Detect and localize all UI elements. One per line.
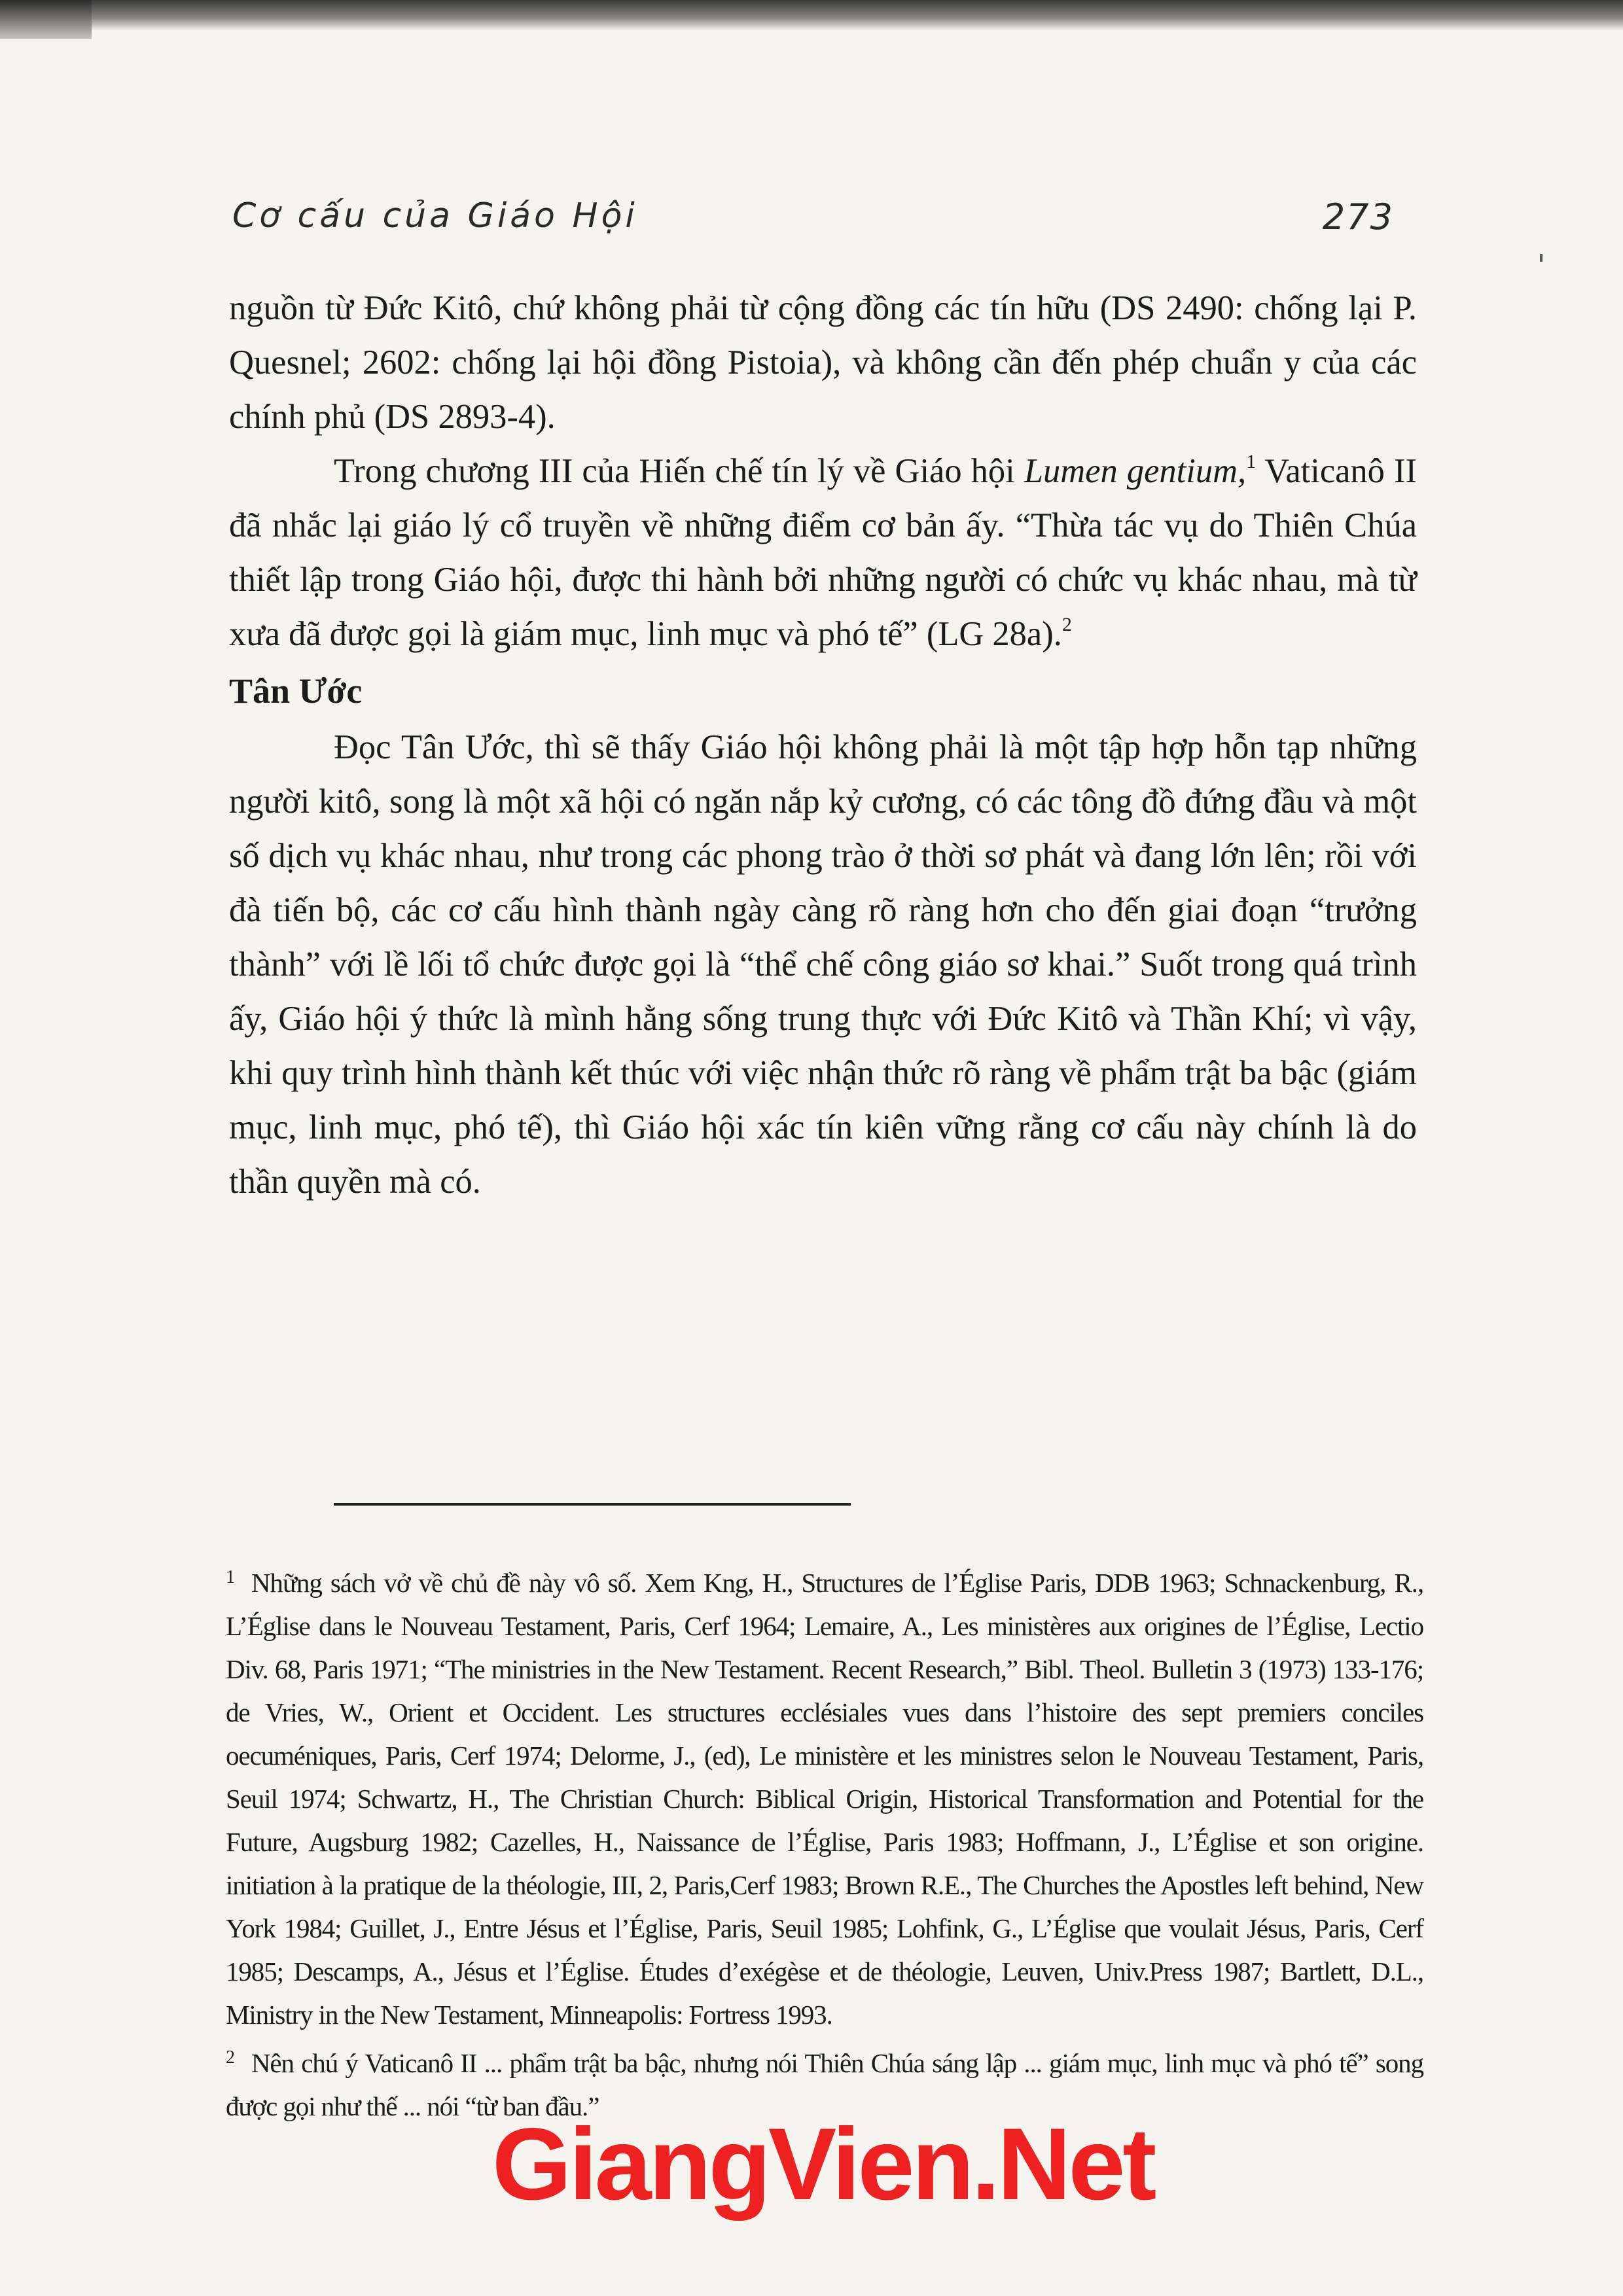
paragraph-new-testament: Đọc Tân Ước, thì sẽ thấy Giáo hội không phải là một tập hợp hỗn tạp những người kitô, song là một xã hội có ngăn nắp kỷ cương, có các tông đồ đứng đầu và một số dịch vụ khác nhau, như trong các phong trào ở thời sơ phát và đang lớn lên; rồi với đà tiến bộ, các cơ cấu hình thành ngày càng rõ ràng hơn cho đến giai đoạn “trưởng thành” với lề lối tổ chức được gọi là “thể chế công giáo sơ khai.” Suốt trong quá trình ấy, Giáo hội ý thức là mình hằng sống trung thực với Đức Kitô và Thần Khí; vì vậy, khi quy trình hình thành kết thúc với việc nhận thức rõ ràng về phẩm trật ba bậc (giám mục, linh mục, phó tế), thì Giáo hội xác tín kiên vững rằng cơ cấu này chính là do thần quyền mà có. — [229, 728, 1417, 1201]
running-title: Cơ cấu của Giáo Hội — [232, 196, 638, 236]
paragraph-text: Trong chương III của Hiến chế tín lý về Giáo hội — [334, 452, 1024, 490]
footnote-ref-1: 1 — [1246, 451, 1257, 472]
scan-top-edge — [0, 0, 1623, 30]
footnotes — [226, 1556, 1423, 2128]
page-number: 273 — [1322, 196, 1394, 238]
footnote-divider — [334, 1503, 851, 1506]
footnote-ref-2: 2 — [1061, 614, 1072, 635]
watermark-logo: GiangVien.Net — [492, 2108, 1154, 2221]
footnote-text: Những sách vở về chủ đề này vô số. Xem Kng, H., Structures de l’Église Paris, DDB 1963; Schnackenburg, R., L’Église dans le Nouveau Testament, Paris, Cerf 1964; Lemaire, A., Les ministères aux origines de l’Église, Lectio Div. 68, Paris 1971; “The ministries in the New Testament. Recent Research,” Bibl. Theol. Bulletin 3 (1973) 133-176; de Vries, W., Orient et Occident. Les structures ecclésiales vues dans l’histoire des sept premiers conciles oecuméniques, Paris, Cerf 1974; Delorme, J., (ed), Le ministère et les ministres selon le Nouveau Testament, Paris, Seuil 1974; Schwartz, H., The Christian Church: Biblical Origin, Historical Transformation and Potential for the Future, Augsburg 1982; Cazelles, H., Naissance de l’Église, Paris 1983; Hoffmann, J., L’Église et son origine. initiation à la pratique de la théologie, III, 2, Paris,Cerf 1983; Brown R.E., The Churches the Apostles left behind, New York 1984; Guillet, J., Entre Jésus et l’Église, Paris, Seuil 1985; Lohfink, G., L’Église que voulait Jésus, Paris, Cerf 1985; Descamps, A., Jésus et l’Église. Études d’exégèse et de théologie, Leuven, Univ.Press 1987; Bartlett, D.L., Ministry in the New Testament, Minneapolis: Fortress 1993. — [226, 1568, 1423, 2030]
margin-mark — [1540, 254, 1543, 262]
footnote-1 — [226, 1556, 1423, 2036]
paragraph-lumen-gentium — [229, 444, 1417, 662]
italic-title: Lumen gentium, — [1024, 452, 1247, 490]
paragraph-continuation: nguồn từ Đức Kitô, chứ không phải từ cộng đồng các tín hữu (DS 2490: chống lại P. Quesnel; 2602: chống lại hội đồng Pistoia), và không cần đến phép chuẩn y của các chính phủ (DS 2893-4). — [229, 289, 1417, 436]
scan-corner-shadow — [0, 0, 92, 39]
paragraph-text: Vaticanô II đã nhắc lại giáo lý cổ truyền về những điểm cơ bản ấy. “Thừa tác vụ do Thiên Chúa thiết lập trong Giáo hội, được thi hành bởi những người có chức vụ khác nhau, mà từ xưa đã được gọi là giám mục, linh mục và phó tế” (LG 28a). — [229, 452, 1417, 653]
running-header — [232, 190, 1394, 249]
section-heading: Tân Ước — [229, 671, 363, 711]
footnote-number: 2 — [226, 2047, 234, 2068]
main-text — [229, 281, 1417, 1209]
footnote-number: 1 — [226, 1567, 234, 1587]
footnote-text: Nên chú ý Vaticanô II ... phẩm trật ba bậc, nhưng nói Thiên Chúa sáng lập ... giám mục, linh mục và phó tế” song được gọi như thế ... nói “từ ban đầu.” — [226, 2048, 1423, 2121]
